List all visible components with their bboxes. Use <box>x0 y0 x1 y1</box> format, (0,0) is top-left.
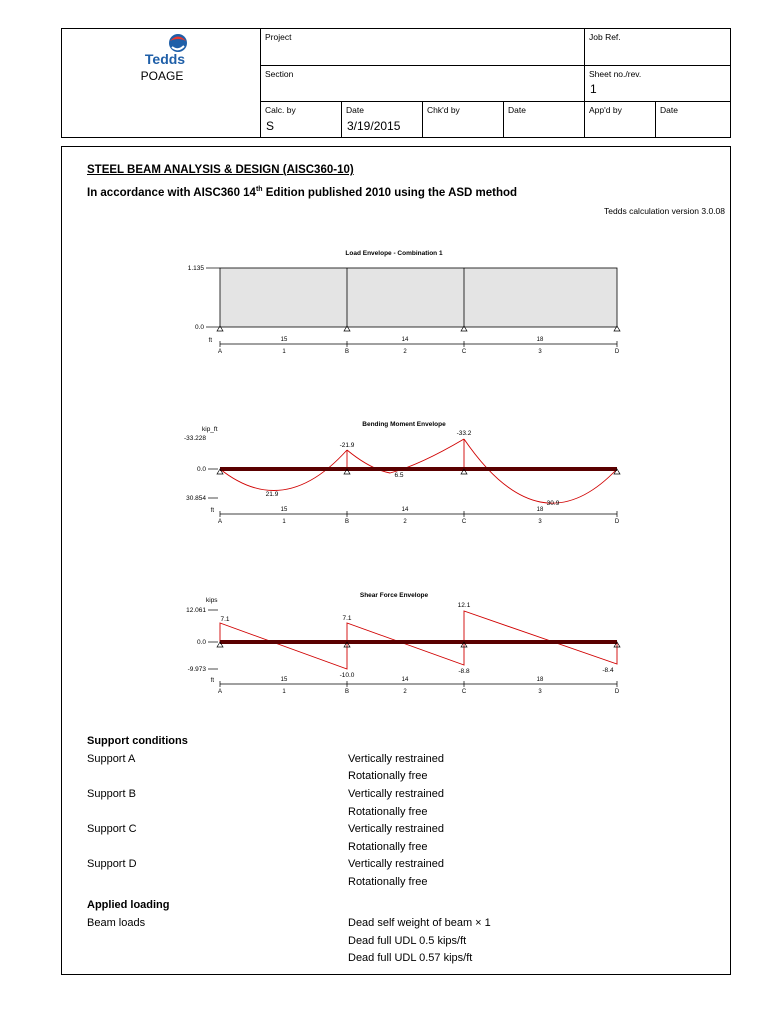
shear-label-c: 12.1 <box>457 602 471 609</box>
logo-text: Tedds <box>144 51 186 67</box>
shear-force-diagram <box>170 585 640 700</box>
moment-beam-line <box>220 467 617 471</box>
load-support-a: A <box>217 349 223 355</box>
shear-span1-length: 15 <box>280 677 288 683</box>
shear-y-bottom: -9.973 <box>187 666 206 673</box>
load-span2-length: 14 <box>401 337 409 343</box>
shear-span2-length: 14 <box>401 677 409 683</box>
appd-by-label: App'd by <box>589 105 622 115</box>
moment-y-zero: 0.0 <box>196 466 206 473</box>
date3-label: Date <box>660 105 678 115</box>
support-b-rotation: Rotationally free <box>348 806 428 818</box>
moment-span3-length: 18 <box>536 507 544 513</box>
moment-label-span3: 30.9 <box>546 500 560 507</box>
company-name: POAGE <box>140 69 184 83</box>
calc-by-label: Calc. by <box>265 105 296 115</box>
sheet-value: 1 <box>590 82 597 96</box>
load-y-top: 1.135 <box>187 265 204 272</box>
project-cell <box>260 28 585 66</box>
load-span1-length: 15 <box>280 337 288 343</box>
moment-span1-length: 15 <box>280 507 288 513</box>
load-ft-label: ft <box>208 338 212 344</box>
chkd-by-cell <box>422 101 504 138</box>
project-label: Project <box>265 32 292 42</box>
job-ref-label: Job Ref. <box>589 32 621 42</box>
subtitle-sup: th <box>255 186 263 193</box>
shear-label-d-neg: -8.4 <box>602 667 614 674</box>
moment-title: Bending Moment Envelope <box>362 421 446 428</box>
shear-y-top: 12.061 <box>186 607 206 614</box>
moment-y-bottom: 30.854 <box>186 495 206 502</box>
moment-support-b: B <box>344 519 350 525</box>
date2-cell <box>503 101 585 138</box>
beam-load-1: Dead self weight of beam × 1 <box>348 917 491 929</box>
moment-span2-length: 14 <box>401 507 409 513</box>
subtitle-pre: In accordance with AISC360 14 <box>87 186 256 199</box>
calc-version: Tedds calculation version 3.0.08 <box>604 206 725 216</box>
support-b-name: Support B <box>87 788 136 800</box>
beam-load-2: Dead full UDL 0.5 kips/ft <box>348 935 467 947</box>
shear-span3-number: 3 <box>538 689 542 695</box>
shear-label-a: 7.1 <box>220 616 230 623</box>
shear-support-c: C <box>461 689 467 695</box>
shear-label-b-neg: -10.0 <box>339 672 355 679</box>
shear-y-zero: 0.0 <box>196 639 206 646</box>
moment-ft-label: ft <box>210 508 214 514</box>
bending-moment-diagram <box>170 415 640 530</box>
beam-loads-label: Beam loads <box>87 917 146 929</box>
load-udl-block <box>220 268 617 327</box>
shear-title: Shear Force Envelope <box>359 592 429 599</box>
load-span2-number: 2 <box>403 349 407 355</box>
date-cell <box>341 101 423 138</box>
moment-support-a: A <box>217 519 223 525</box>
shear-support-a: A <box>217 689 223 695</box>
date2-label: Date <box>508 105 526 115</box>
shear-ft-label: ft <box>210 678 214 684</box>
support-c-rotation: Rotationally free <box>348 841 428 853</box>
moment-label-span2: 6.5 <box>394 472 404 479</box>
appd-by-cell <box>584 101 656 138</box>
load-support-c: C <box>461 349 467 355</box>
support-a-name: Support A <box>87 753 136 765</box>
support-conditions-heading: Support conditions <box>87 735 188 747</box>
moment-label-b: -21.9 <box>339 442 355 449</box>
load-support-b: B <box>344 349 350 355</box>
moment-label-span1: 21.9 <box>265 491 279 498</box>
shear-label-c-neg: -8.8 <box>458 668 470 675</box>
support-b-vertical: Vertically restrained <box>348 788 444 800</box>
shear-support-b: B <box>344 689 350 695</box>
support-d-rotation: Rotationally free <box>348 876 428 888</box>
moment-support-c: C <box>461 519 467 525</box>
logo-cell <box>61 28 261 138</box>
support-a-rotation: Rotationally free <box>348 770 428 782</box>
support-d-name: Support D <box>87 858 137 870</box>
section-label: Section <box>265 69 294 79</box>
sheet-label: Sheet no./rev. <box>589 69 642 79</box>
moment-span2-number: 2 <box>403 519 407 525</box>
load-span3-number: 3 <box>538 349 542 355</box>
load-y-zero: 0.0 <box>194 324 204 331</box>
shear-support-d: D <box>614 689 620 695</box>
shear-unit: kips <box>206 597 218 604</box>
moment-unit: kip_ft <box>202 426 218 433</box>
doc-title: STEEL BEAM ANALYSIS & DESIGN (AISC360-10) <box>87 164 354 176</box>
applied-loading-heading: Applied loading <box>87 899 170 911</box>
support-c-vertical: Vertically restrained <box>348 823 444 835</box>
subtitle-post: Edition published 2010 using the ASD method <box>262 186 518 199</box>
shear-span1-number: 1 <box>282 689 286 695</box>
beam-load-3: Dead full UDL 0.57 kips/ft <box>348 952 473 964</box>
shear-span2-number: 2 <box>403 689 407 695</box>
moment-label-c: -33.2 <box>456 430 472 437</box>
moment-curve <box>220 439 617 503</box>
moment-y-top: -33.228 <box>183 435 206 442</box>
moment-span1-number: 1 <box>282 519 286 525</box>
title-block <box>61 28 731 138</box>
load-span1-number: 1 <box>282 349 286 355</box>
date3-cell <box>655 101 731 138</box>
date-label: Date <box>346 105 364 115</box>
support-c-name: Support C <box>87 823 137 835</box>
moment-span3-number: 3 <box>538 519 542 525</box>
calc-by-cell <box>260 101 342 138</box>
date-value: 3/19/2015 <box>347 119 401 133</box>
load-envelope-diagram <box>170 240 640 360</box>
sheet-cell <box>584 65 731 102</box>
load-span3-length: 18 <box>536 337 544 343</box>
chkd-by-label: Chk'd by <box>427 105 460 115</box>
support-a-vertical: Vertically restrained <box>348 753 444 765</box>
moment-support-d: D <box>614 519 620 525</box>
shear-label-b: 7.1 <box>342 615 352 622</box>
load-support-d: D <box>614 349 620 355</box>
shear-beam-line <box>220 640 617 644</box>
shear-span3-length: 18 <box>536 677 544 683</box>
support-d-vertical: Vertically restrained <box>348 858 444 870</box>
calc-by-value: S <box>266 119 275 133</box>
section-cell <box>260 65 585 102</box>
load-title: Load Envelope - Combination 1 <box>345 250 443 257</box>
job-ref-cell <box>584 28 731 66</box>
doc-subtitle <box>87 186 517 199</box>
